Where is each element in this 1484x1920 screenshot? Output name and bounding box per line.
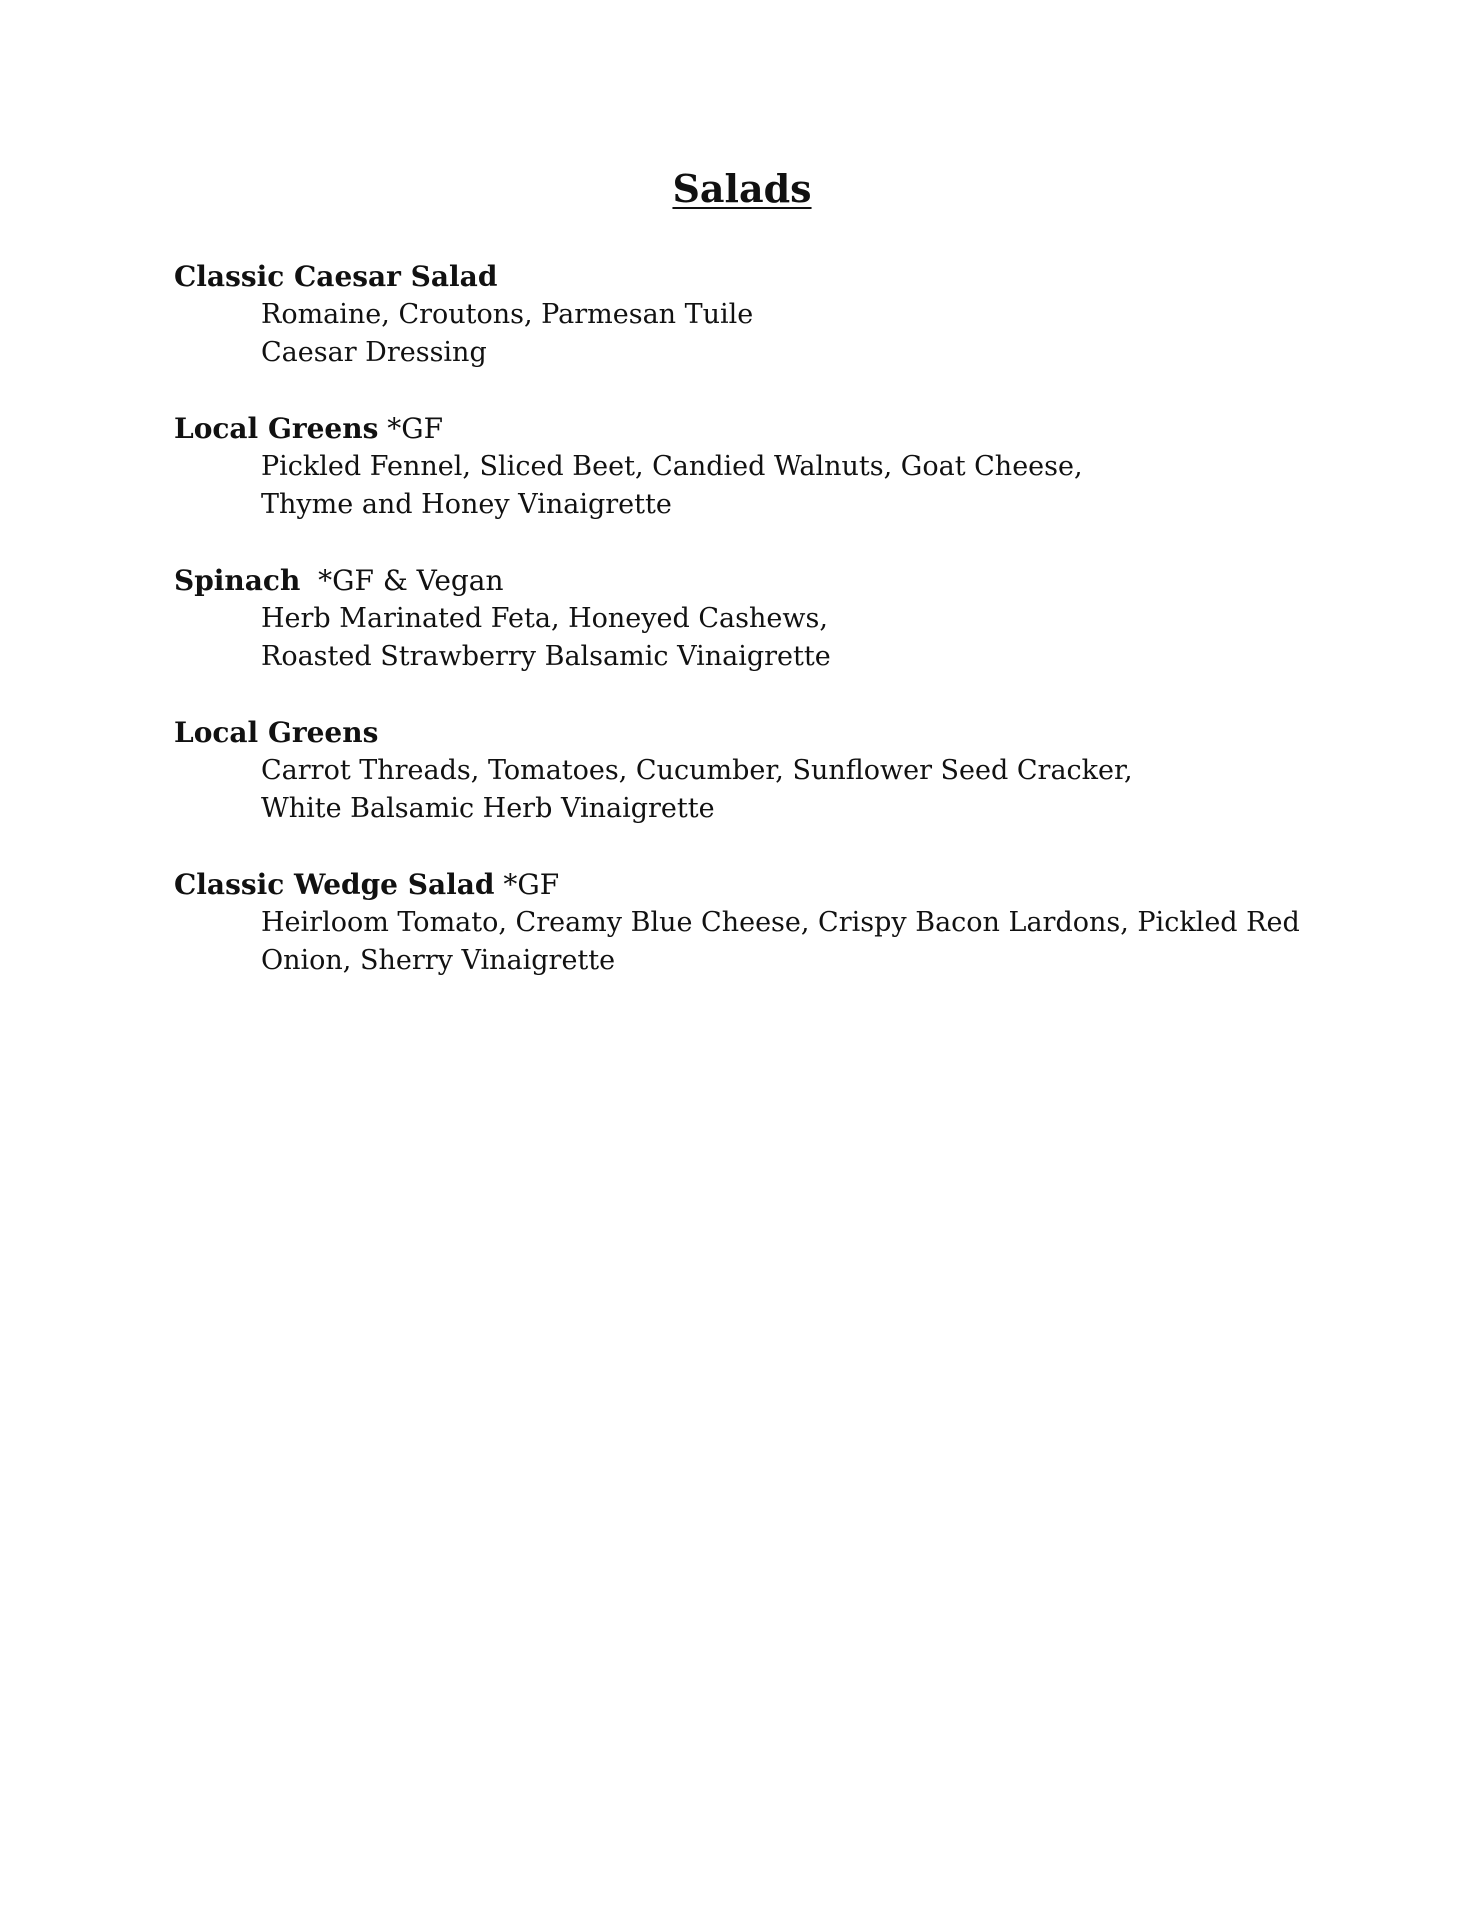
menu-item	[174, 410, 1314, 524]
dietary-tag: *GF	[494, 868, 560, 901]
item-description	[174, 904, 1314, 980]
item-description	[174, 448, 1314, 524]
menu-list	[174, 258, 1314, 1018]
description-line: Romaine, Croutons, Parmesan Tuile	[261, 299, 754, 330]
item-heading	[174, 866, 1314, 904]
item-name: Local Greens	[174, 412, 379, 445]
description-line: Roasted Strawberry Balsamic Vinaigrette	[261, 641, 831, 672]
description-line: Herb Marinated Feta, Honeyed Cashews,	[261, 603, 828, 634]
description-line: Heirloom Tomato, Creamy Blue Cheese, Crispy Bacon Lardons, Pickled Red	[261, 907, 1300, 938]
item-name: Classic Wedge Salad	[174, 868, 495, 901]
item-description	[174, 752, 1314, 828]
description-line: Caesar Dressing	[261, 337, 487, 368]
dietary-tag: *GF & Vegan	[300, 564, 504, 597]
item-name: Classic Caesar Salad	[174, 260, 498, 293]
menu-item	[174, 258, 1314, 372]
page-title: Salads	[672, 166, 812, 211]
item-name: Local Greens	[174, 716, 379, 749]
item-heading	[174, 258, 1314, 296]
item-heading	[174, 410, 1314, 448]
menu-item	[174, 866, 1314, 980]
description-line: Thyme and Honey Vinaigrette	[261, 489, 672, 520]
description-line: Carrot Threads, Tomatoes, Cucumber, Sunflower Seed Cracker,	[261, 755, 1133, 786]
item-description	[174, 600, 1314, 676]
description-line: White Balsamic Herb Vinaigrette	[261, 793, 715, 824]
item-description	[174, 296, 1314, 372]
menu-item	[174, 562, 1314, 676]
menu-item	[174, 714, 1314, 828]
item-name: Spinach	[174, 564, 301, 597]
description-line: Pickled Fennel, Sliced Beet, Candied Walnuts, Goat Cheese,	[261, 451, 1083, 482]
item-heading	[174, 562, 1314, 600]
dietary-tag: *GF	[378, 412, 444, 445]
item-heading	[174, 714, 1314, 752]
description-line: Onion, Sherry Vinaigrette	[261, 945, 616, 976]
